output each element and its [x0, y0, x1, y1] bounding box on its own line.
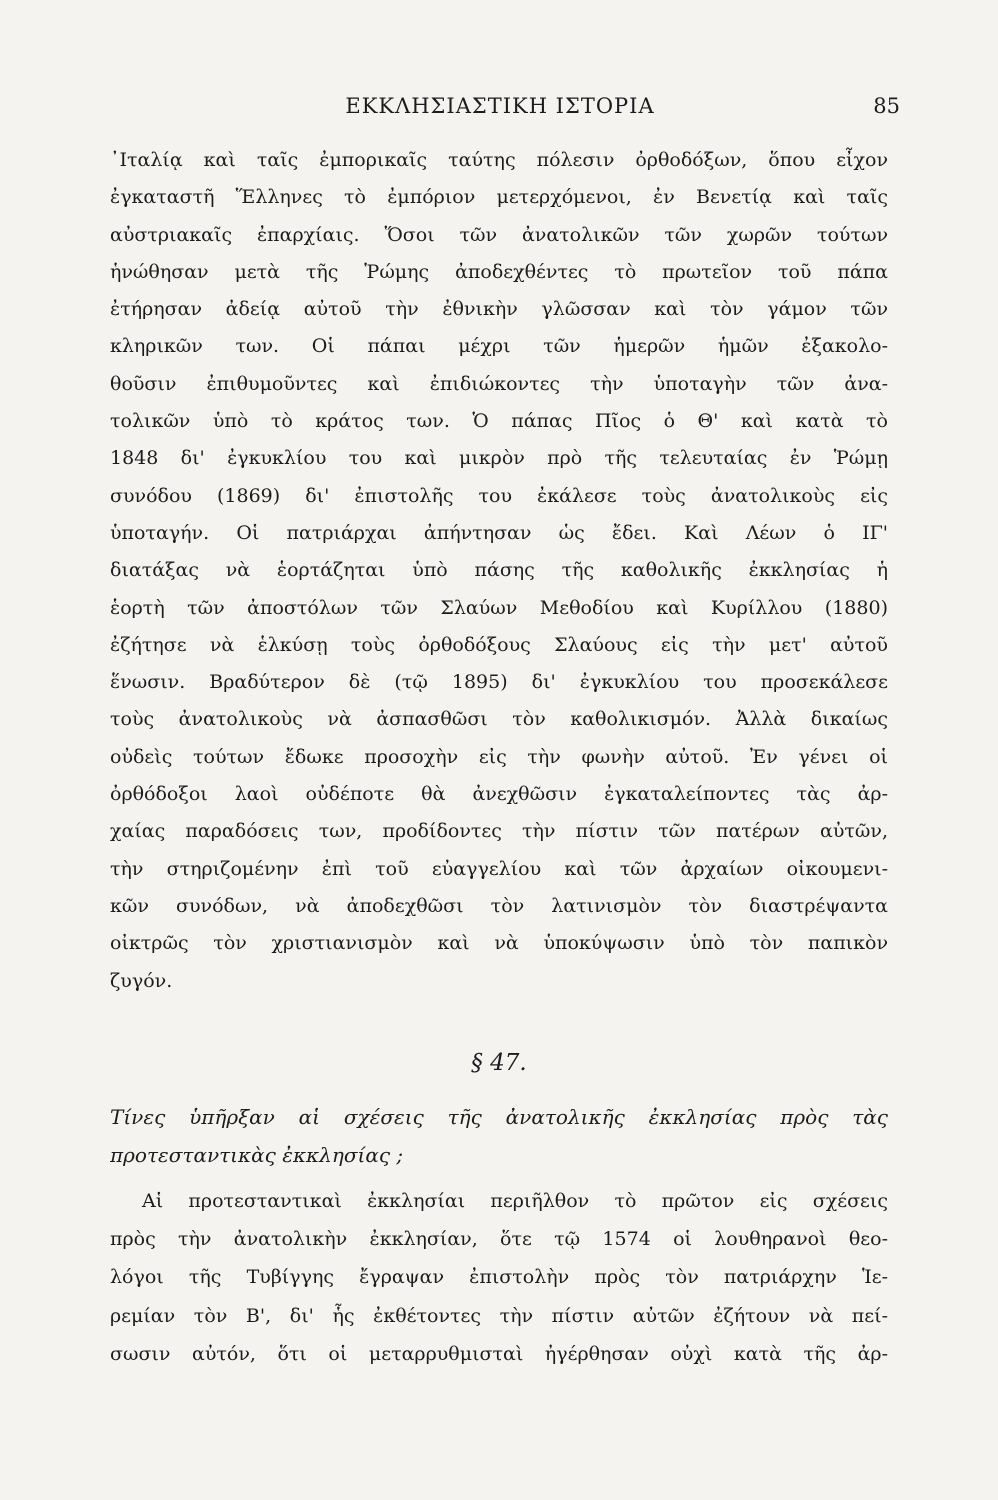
running-head [100, 94, 900, 124]
text-line: ἕνωσιν. Βραδύτερον δὲ (τῷ 1895) δι' ἐγκυκλίου του προσεκάλεσε [110, 671, 888, 694]
text-line: θοῦσιν ἐπιθυμοῦντες καὶ ἐπιδιώκοντες τὴν ὑποταγὴν τῶν ἀνα- [110, 372, 888, 395]
text-line: σωσιν αὐτόν, ὅτι οἱ μεταρρυθμισταὶ ἠγέρθησαν οὐχὶ κατὰ τῆς ἀρ- [110, 1342, 888, 1365]
text-line: οἰκτρῶς τὸν χριστιανισμὸν καὶ νὰ ὑποκύψωσιν ὑπὸ τὸν παπικὸν [110, 932, 888, 955]
text-line: ὀρθόδοξοι λαοὶ οὐδέποτε θὰ ἀνεχθῶσιν ἐγκαταλείποντες τὰς ἀρ- [110, 783, 888, 806]
text-line: ἡνώθησαν μετὰ τῆς Ῥώμης ἀποδεχθέντες τὸ πρωτεῖον τοῦ πάπα [110, 260, 888, 283]
text-line: κληρικῶν των. Οἱ πάπαι μέχρι τῶν ἡμερῶν ἡμῶν ἐξακολο- [110, 335, 888, 358]
text-line: ἐγκαταστῆ Ἕλληνες τὸ ἐμπόριον μετερχόμενοι, ἐν Βενετίᾳ καὶ ταῖς [110, 186, 888, 209]
text-line: ᾿Ιταλίᾳ καὶ ταῖς ἐμπορικαῖς ταύτης πόλεσιν ὀρθοδόξων, ὅπου εἶχον [110, 149, 888, 171]
paragraph-continued [110, 142, 888, 1000]
text-line: ζυγόν. [110, 969, 173, 992]
section-question [110, 1098, 888, 1174]
text-line: ἐζήτησε νὰ ἑλκύσῃ τοὺς ὀρθοδόξους Σλαύους εἰς τὴν μετ' αὐτοῦ [110, 633, 888, 656]
text-line: χαίας παραδόσεις των, προδίδοντες τὴν πίστιν τῶν πατέρων αὐτῶν, [110, 820, 888, 843]
text-line: λόγοι τῆς Τυβίγγης ἔγραψαν ἐπιστολὴν πρὸς τὸν πατριάρχην Ἱε- [110, 1266, 888, 1289]
question-line: προτεσταντικὰς ἐκκλησίας ; [110, 1143, 404, 1167]
running-title: ΕΚΚΛΗΣΙΑΣΤΙΚΗ ΙΣΤΟΡΙΑ [345, 94, 655, 118]
text-line: 1848 δι' ἐγκυκλίου του καὶ μικρὸν πρὸ τῆς τελευταίας ἐν Ῥώμῃ [110, 447, 888, 470]
text-line: διατάξας νὰ ἑορτάζηται ὑπὸ πάσης τῆς καθολικῆς ἐκκλησίας ἡ [110, 559, 888, 582]
page-number: 85 [873, 94, 900, 118]
text-line: ὑποταγήν. Οἱ πατριάρχαι ἀπήντησαν ὡς ἔδει. Καὶ Λέων ὁ ΙΓ' [110, 521, 888, 544]
text-line: οὐδεὶς τούτων ἔδωκε προσοχὴν εἰς τὴν φωνὴν αὐτοῦ. Ἐν γένει οἱ [110, 745, 888, 768]
text-line: τὴν στηριζομένην ἐπὶ τοῦ εὐαγγελίου καὶ τῶν ἀρχαίων οἰκουμενι- [110, 857, 888, 880]
text-line: κῶν συνόδων, νὰ ἀποδεχθῶσι τὸν λατινισμὸν τὸν διαστρέψαντα [110, 894, 888, 917]
text-line: αὐστριακαῖς ἐπαρχίαις. Ὅσοι τῶν ἀνατολικῶν τῶν χωρῶν τούτων [110, 223, 888, 246]
text-line: Αἱ προτεσταντικαὶ ἐκκλησίαι περιῆλθον τὸ πρῶτον εἰς σχέσεις [142, 1190, 888, 1212]
text-line: τοὺς ἀνατολικοὺς νὰ ἀσπασθῶσι τὸν καθολικισμόν. Ἀλλὰ δικαίως [110, 708, 888, 731]
question-line: Τίνες ὑπῆρξαν αἱ σχέσεις τῆς ἀνατολικῆς ἐκκλησίας πρὸς τὰς [110, 1105, 888, 1129]
text-line: ἐτήρησαν ἀδείᾳ αὐτοῦ τὴν ἐθνικὴν γλῶσσαν καὶ τὸν γάμον τῶν [110, 298, 888, 321]
paragraph-answer [110, 1182, 888, 1373]
text-line: ρεμίαν τὸν Β', δι' ἧς ἐκθέτοντες τὴν πίστιν αὐτῶν ἐζήτουν νὰ πεί- [110, 1304, 888, 1327]
text-line: συνόδου (1869) δι' ἐπιστολῆς του ἐκάλεσε τοὺς ἀνατολικοὺς εἰς [110, 484, 888, 507]
text-line: ἑορτὴ τῶν ἀποστόλων τῶν Σλαύων Μεθοδίου καὶ Κυρίλλου (1880) [110, 596, 888, 619]
text-line: πρὸς τὴν ἀνατολικὴν ἐκκλησίαν, ὅτε τῷ 1574 οἱ λουθηρανοὶ θεο- [110, 1228, 888, 1251]
section-number: § 47. [471, 1050, 527, 1076]
text-line: τολικῶν ὑπὸ τὸ κράτος των. Ὁ πάπας Πῖος ὁ Θ' καὶ κατὰ τὸ [110, 410, 888, 433]
